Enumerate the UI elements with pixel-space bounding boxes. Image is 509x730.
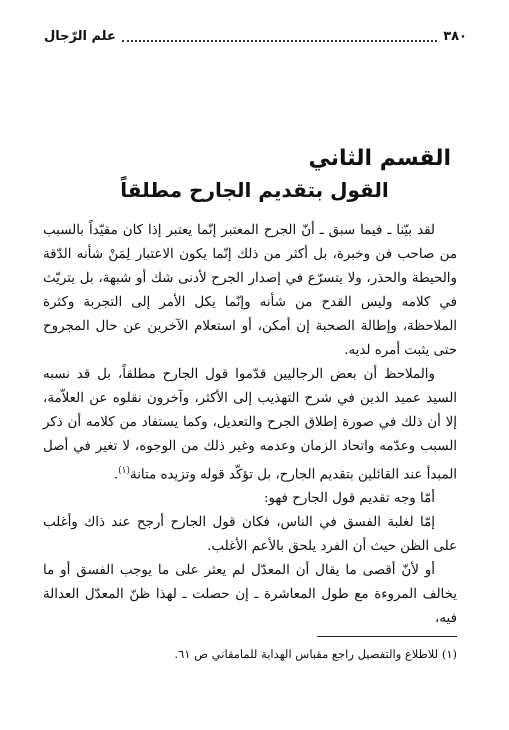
paragraph-5: أو لأنّ أقصى ما يقال أن المعدّل لم يعثر على ما يوجب الفسق أو ما يخالف المروءة مع طول المعاشرة ـ إن حصلت ـ لهذا ظنّ المعدّل العدالة فيه، bbox=[43, 563, 457, 627]
paragraph-4: إمّا لغلبة الفسق في الناس، فكان قول الجارح أرجح عند ذاك وأغلب على الظن حيث أن الفرد يلحق بالأعم الأغلب. bbox=[43, 515, 457, 555]
footnote-divider bbox=[317, 636, 457, 637]
footnote: (١) للاطلاع والتفصيل راجع مقباس الهداية للمامقاني ص ٦١. bbox=[174, 647, 457, 661]
paragraph-2: والملاحظ أن بعض الرجاليين قدّموا قول الجارح مطلقاً، بل قد نسبه السيد عميد الدين في شرح التهذيب إلى الأكثر، وآخرون نقلوه عن العلاّمة، إلا أن ذلك في صورة إطلاق الجرح والتعديل، وكما يستفاد من كلامه أن ذكر السبب وعدّمه واتحاد الزمان وعدمه وغير ذلك من الوجوه، لا تغير في أصل المبدأ عند القائلين بتقديم الجارح، بل تؤكّد قوله وتزيده متانة$^{(١)}$. bbox=[43, 367, 457, 483]
paragraph-3: أمّا وجه تقديم قول الجارح فهو: bbox=[263, 491, 435, 507]
paragraph-1: لقد بيّنا ـ فيما سبق ـ أنّ الجرح المعتبر إنّما يعتبر إذا كان مقيّداً بالسبب من صاحب فن وخبرة، بل أكثر من ذلك إنّما يكون الاعتبار لِمَنْ شأنه الدّقة والحيطة والحذر، ولا يتسرّع في إصدار الجرح لأدنى شك أو شبهة، بل يتريّث في كلامه وليس القدح من شأنه وإنّما يكل الأمر إلى التجربة وكثرة الملاحظة، وإطالة الصحبة إن أمكن، أو استعلام الآخرين عن حال المجروح حتى يثبت أمره لديه. bbox=[43, 223, 457, 358]
chapter-title: القول بتقديم الجارح مطلقاً bbox=[120, 178, 389, 202]
body-text bbox=[43, 219, 457, 631]
page-number: ٣٨٠ bbox=[443, 28, 467, 44]
footnote-reference[interactable]: (١) bbox=[118, 466, 131, 476]
section-title: القسم الثاني bbox=[308, 146, 451, 171]
paragraph-2-text: والملاحظ أن بعض الرجاليين قدّموا قول الجارح مطلقاً، بل قد نسبه السيد عميد الدين في شرح التهذيب إلى الأكثر، وآخرون نقلوه عن العلاّمة، إلا أن ذلك في صورة إطلاق الجرح والتعديل، وكما يستفاد من كلامه أن ذكر السبب وعدّمه واتحاد الزمان وعدمه وغير ذلك من الوجوه، لا تغير في أصل المبدأ عند القائلين بتقديم الجارح، بل تؤكّد قوله وتزيده متانة bbox=[43, 367, 457, 483]
running-header bbox=[44, 26, 467, 46]
running-header-title: علم الرّجال bbox=[44, 28, 116, 44]
header-leader-dots bbox=[122, 31, 437, 42]
